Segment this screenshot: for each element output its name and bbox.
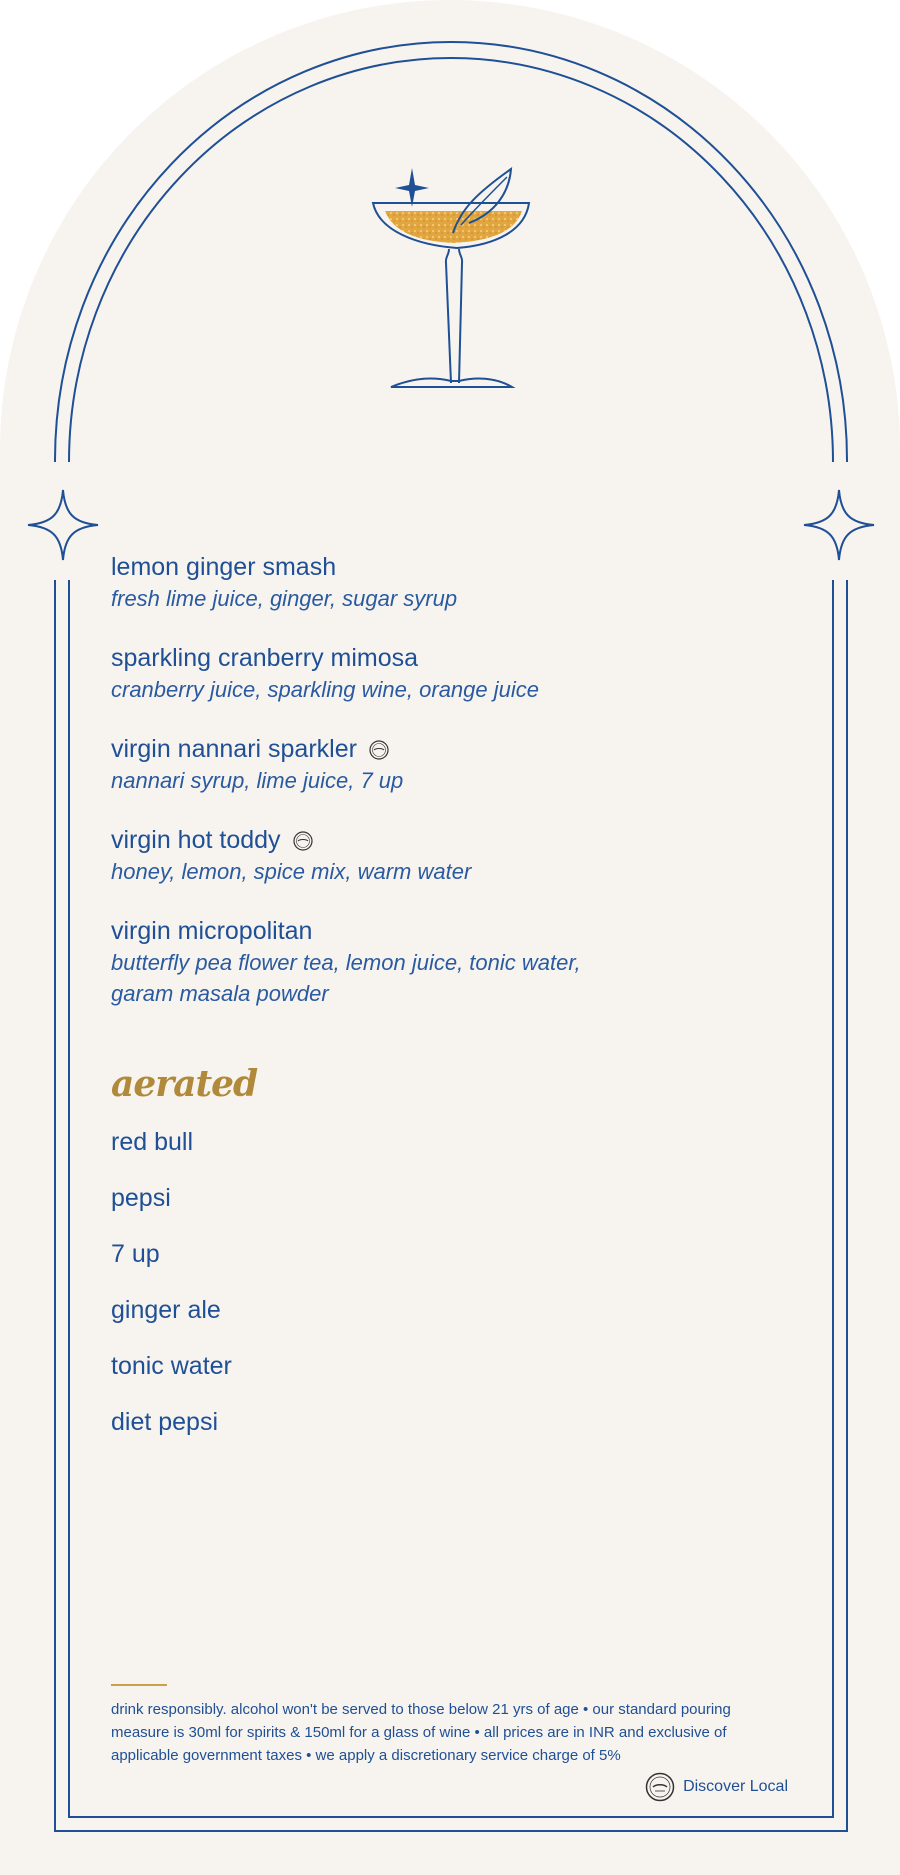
menu-item-name: lemon ginger smash xyxy=(111,553,337,581)
menu-item-description: honey, lemon, spice mix, warm water xyxy=(111,859,472,884)
menu-item xyxy=(111,825,791,887)
menu-item xyxy=(111,734,791,796)
discover-local-logo-icon xyxy=(645,1772,675,1802)
brand-name: Discover Local xyxy=(683,1778,788,1795)
section-title-aerated: aerated xyxy=(111,1063,258,1105)
discover-local-badge-icon xyxy=(293,831,313,851)
list-item: diet pepsi xyxy=(111,1408,219,1436)
list-item: 7 up xyxy=(111,1240,160,1268)
menu-item xyxy=(111,552,791,614)
cocktail-glass-icon xyxy=(365,163,535,393)
list-item: ginger ale xyxy=(111,1296,221,1324)
list-item: pepsi xyxy=(111,1184,171,1212)
footer-disclaimer: drink responsibly. alcohol won't be served to those below 21 yrs of age • our standard pouring measure is 30ml for spirits & 150ml for a glass of wine • all prices are in INR and exclusive of applicable government taxes • we apply a discretionary service charge of 5% xyxy=(111,1701,731,1764)
footer-divider xyxy=(111,1684,167,1686)
menu-list xyxy=(111,552,791,1463)
aerated-list xyxy=(111,1127,791,1438)
menu-item xyxy=(111,643,791,705)
list-item: red bull xyxy=(111,1128,193,1156)
four-point-star-icon xyxy=(802,488,876,562)
menu-item-description: nannari syrup, lime juice, 7 up xyxy=(111,768,404,793)
brand-mark xyxy=(645,1772,788,1802)
menu-item-name: virgin micropolitan xyxy=(111,917,313,945)
four-point-star-icon xyxy=(26,488,100,562)
menu-item-description: cranberry juice, sparkling wine, orange juice xyxy=(111,677,539,702)
list-item: tonic water xyxy=(111,1352,232,1380)
menu-item xyxy=(111,916,791,1009)
menu-item-name: virgin nannari sparkler xyxy=(111,734,791,765)
menu-item-description: fresh lime juice, ginger, sugar syrup xyxy=(111,586,458,611)
menu-item-name: sparkling cranberry mimosa xyxy=(111,644,419,672)
menu-item-name: virgin hot toddy xyxy=(111,825,791,856)
discover-local-badge-icon xyxy=(369,740,389,760)
footer xyxy=(111,1684,791,1767)
menu-item-description: butterfly pea flower tea, lemon juice, tonic water, garam masala powder xyxy=(111,950,581,1006)
